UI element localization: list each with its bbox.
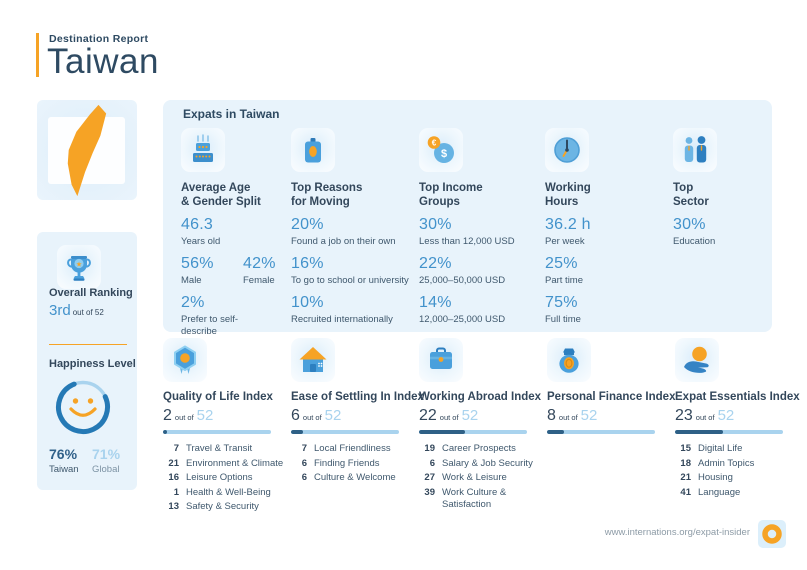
happiness-global-value: 71% bbox=[92, 446, 121, 462]
subitem-rank: 21 bbox=[168, 457, 179, 469]
column-title bbox=[291, 181, 417, 209]
index-subitem bbox=[291, 443, 421, 455]
stat-label: Prefer to self-describe bbox=[181, 314, 239, 337]
subitem-rank: 13 bbox=[168, 501, 179, 512]
index-title: Expat Essentials Index bbox=[675, 391, 800, 403]
stat-value: 75% bbox=[545, 294, 578, 311]
stat-part-time bbox=[545, 255, 671, 287]
subitem-label: Career Prospects bbox=[442, 443, 516, 454]
stat-label: Less than 12,000 USD bbox=[419, 236, 515, 247]
subindex-list bbox=[675, 443, 805, 499]
column-title-line2: & Gender Split bbox=[181, 196, 261, 208]
stat-income-low bbox=[419, 216, 545, 248]
subitem-rank: 6 bbox=[301, 472, 307, 483]
subitem-label: Admin Topics bbox=[698, 457, 755, 469]
stat-full-time bbox=[545, 294, 671, 326]
trophy-tile bbox=[57, 245, 101, 289]
house-icon bbox=[293, 340, 333, 380]
stat-label: Years old bbox=[181, 236, 221, 247]
subindex-list bbox=[419, 443, 549, 511]
index-rank bbox=[419, 407, 549, 426]
cake-tile bbox=[181, 128, 225, 172]
stat-value: 46.3 bbox=[181, 216, 213, 233]
money-bag-icon bbox=[549, 340, 589, 380]
rank-value: 8 bbox=[547, 407, 556, 424]
subitem-label: Travel & Transit bbox=[186, 443, 253, 454]
rank-value: 6 bbox=[291, 407, 300, 424]
stat-label: Part time bbox=[545, 275, 584, 286]
rank-total: 52 bbox=[324, 407, 342, 424]
hand-sun-icon bbox=[677, 340, 717, 380]
stat-income-mid bbox=[419, 255, 545, 287]
index-subitem bbox=[291, 472, 421, 484]
index-subitem bbox=[675, 472, 805, 484]
index-subitem bbox=[419, 472, 549, 484]
subitem-rank: 7 bbox=[301, 443, 307, 454]
briefcase-tile bbox=[419, 338, 463, 382]
rank-value: 22 bbox=[419, 407, 437, 424]
stat-label: Recruited internationally bbox=[291, 314, 393, 325]
ranking-suffix: out of 52 bbox=[72, 308, 104, 317]
subitem-label: Digital Life bbox=[698, 443, 743, 454]
clock-icon bbox=[547, 130, 587, 170]
stat-label: Found a job on their own bbox=[291, 236, 396, 247]
subitem-label: Local Friendliness bbox=[314, 443, 391, 454]
coins-tile bbox=[419, 128, 463, 172]
column-title bbox=[181, 181, 307, 209]
expat-column-income bbox=[419, 128, 545, 326]
index-subitem bbox=[675, 487, 805, 499]
stat-value: 14% bbox=[419, 294, 452, 311]
rank-out-of: out of bbox=[174, 413, 194, 422]
subitem-label: Safety & Security bbox=[186, 501, 259, 512]
index-working-abroad bbox=[419, 338, 549, 513]
rank-value: 23 bbox=[675, 407, 693, 424]
index-subitem bbox=[675, 443, 805, 455]
overall-ranking-value bbox=[49, 302, 104, 319]
expat-column-moving-reasons bbox=[291, 128, 417, 326]
footer-link[interactable]: www.internations.org/expat-insider bbox=[604, 527, 750, 538]
expats-heading: Expats in Taiwan bbox=[183, 107, 280, 121]
ranking-value: 3rd bbox=[49, 302, 71, 319]
stat-education bbox=[673, 216, 799, 248]
rank-progress-bar bbox=[163, 430, 271, 434]
svg-text:★: ★ bbox=[75, 261, 83, 269]
subitem-label: Language bbox=[698, 486, 741, 498]
subitem-label: Culture & Welcome bbox=[314, 472, 396, 483]
stat-income-low2 bbox=[419, 294, 545, 326]
index-title: Working Abroad Index bbox=[419, 391, 542, 403]
stat-label: Female bbox=[243, 275, 275, 286]
orange-divider bbox=[49, 344, 127, 345]
clock-tile bbox=[545, 128, 589, 172]
rank-progress-bar bbox=[419, 430, 527, 434]
column-title-line1: Top bbox=[673, 182, 694, 194]
index-subitem bbox=[163, 458, 293, 470]
stat-label: 12,000–25,000 USD bbox=[419, 314, 506, 325]
index-title: Ease of Settling In Index bbox=[291, 391, 424, 403]
subitem-rank: 6 bbox=[429, 457, 435, 469]
index-subitem bbox=[163, 472, 293, 484]
suitcase-tile bbox=[291, 128, 335, 172]
briefcase-icon bbox=[421, 340, 461, 380]
stat-label: Male bbox=[181, 275, 202, 286]
stat-label: To go to school or university bbox=[291, 275, 409, 286]
rank-out-of: out of bbox=[695, 413, 715, 422]
stat-label: 25,000–50,000 USD bbox=[419, 275, 506, 286]
subitem-rank: 18 bbox=[680, 457, 691, 469]
suitcase-icon bbox=[293, 130, 333, 170]
internations-logo bbox=[758, 520, 786, 548]
money-bag-tile bbox=[547, 338, 591, 382]
index-quality-of-life bbox=[163, 338, 293, 516]
subitem-label: Health & Well-Being bbox=[186, 486, 271, 498]
subitem-label: Leisure Options bbox=[186, 472, 253, 483]
rank-progress-fill bbox=[675, 430, 723, 434]
stat-value: 25% bbox=[545, 255, 578, 272]
index-ease-of-settling bbox=[291, 338, 424, 487]
stat-value: 36.2 h bbox=[545, 216, 591, 233]
index-subitem bbox=[419, 487, 549, 511]
happiness-smiley-gauge bbox=[50, 374, 116, 440]
happiness-title: Happiness Level bbox=[49, 358, 136, 370]
rank-progress-fill bbox=[547, 430, 564, 434]
column-title bbox=[673, 181, 799, 209]
country-map-box bbox=[37, 100, 137, 200]
stat-label: Full time bbox=[545, 314, 581, 325]
index-rank bbox=[675, 407, 805, 426]
index-subitem bbox=[163, 443, 293, 455]
column-title-line2: Sector bbox=[673, 196, 709, 208]
subitem-rank: 6 bbox=[301, 457, 307, 469]
column-title-line1: Top Income bbox=[419, 182, 483, 194]
expat-column-top-sector bbox=[673, 128, 799, 248]
rank-total: 52 bbox=[461, 407, 479, 424]
subitem-rank: 7 bbox=[173, 443, 179, 454]
stat-value: 56% bbox=[181, 255, 214, 272]
trophy-icon bbox=[59, 247, 99, 287]
happiness-taiwan-value: 76% bbox=[49, 446, 78, 462]
subitem-rank: 27 bbox=[424, 472, 435, 483]
index-rank bbox=[291, 407, 421, 426]
column-title bbox=[545, 181, 671, 209]
stat-label: Per week bbox=[545, 236, 585, 247]
stat-value: 22% bbox=[419, 255, 452, 272]
page-title: Taiwan bbox=[47, 42, 159, 81]
rank-out-of: out of bbox=[302, 413, 322, 422]
rank-progress-bar bbox=[675, 430, 783, 434]
subitem-label: Environment & Climate bbox=[186, 457, 284, 469]
index-subitem bbox=[419, 443, 549, 455]
stat-label: Education bbox=[673, 236, 716, 247]
subitem-rank: 41 bbox=[680, 486, 691, 498]
subitem-label: Finding Friends bbox=[314, 457, 380, 469]
stat-value: 10% bbox=[291, 294, 324, 311]
coins-icon bbox=[421, 130, 461, 170]
badge-tile bbox=[163, 338, 207, 382]
subitem-rank: 39 bbox=[424, 486, 435, 498]
stat-recruited bbox=[291, 294, 417, 326]
stat-value: 20% bbox=[291, 216, 324, 233]
stat-value: 30% bbox=[673, 216, 706, 233]
subitem-rank: 15 bbox=[680, 443, 691, 454]
index-subitem bbox=[163, 501, 293, 513]
index-rank bbox=[163, 407, 293, 426]
rank-progress-bar bbox=[291, 430, 399, 434]
rank-out-of: out of bbox=[439, 413, 459, 422]
gender-split-row bbox=[181, 248, 307, 287]
happiness-global-label: Global bbox=[92, 464, 120, 475]
badge-icon bbox=[165, 340, 205, 380]
hand-sun-tile bbox=[675, 338, 719, 382]
people-icon bbox=[675, 130, 715, 170]
rank-total: 52 bbox=[580, 407, 598, 424]
column-title bbox=[419, 181, 545, 209]
accent-bar bbox=[36, 33, 39, 77]
taiwan-map-icon bbox=[59, 103, 113, 199]
stat-value: 16% bbox=[291, 255, 324, 272]
svg-text:€: € bbox=[431, 138, 437, 148]
subitem-label: Salary & Job Security bbox=[442, 457, 533, 469]
column-title-line2: Groups bbox=[419, 196, 460, 208]
subindex-list bbox=[163, 443, 293, 513]
expat-column-working-hours bbox=[545, 128, 671, 326]
column-title-line2: for Moving bbox=[291, 196, 350, 208]
subitem-rank: 16 bbox=[168, 472, 179, 483]
stat-average-age bbox=[181, 216, 307, 248]
index-subitem bbox=[163, 487, 293, 499]
stat-self-describe bbox=[181, 294, 307, 338]
rank-progress-fill bbox=[163, 430, 167, 434]
report-kicker: Destination Report bbox=[49, 33, 149, 45]
index-expat-essentials bbox=[675, 338, 805, 501]
people-tile bbox=[673, 128, 717, 172]
rank-value: 2 bbox=[163, 407, 172, 424]
subitem-label: Work & Leisure bbox=[442, 472, 507, 483]
subitem-rank: 21 bbox=[680, 472, 691, 483]
index-rank bbox=[547, 407, 677, 426]
stat-school bbox=[291, 255, 417, 287]
stat-found-job bbox=[291, 216, 417, 248]
index-title: Personal Finance Index bbox=[547, 391, 676, 403]
column-title-line1: Average Age bbox=[181, 182, 251, 194]
house-tile bbox=[291, 338, 335, 382]
rank-out-of: out of bbox=[558, 413, 578, 422]
index-subitem bbox=[675, 458, 805, 470]
index-personal-finance bbox=[547, 338, 677, 443]
expat-column-age-gender bbox=[181, 128, 307, 338]
stat-value: 30% bbox=[419, 216, 452, 233]
stat-hours-week bbox=[545, 216, 671, 248]
index-title: Quality of Life Index bbox=[163, 391, 273, 403]
rank-progress-fill bbox=[419, 430, 465, 434]
column-title-line1: Top Reasons bbox=[291, 182, 363, 194]
ranking-happiness-box bbox=[37, 232, 137, 490]
subitem-rank: 19 bbox=[424, 443, 435, 454]
birthday-cake-icon bbox=[183, 130, 223, 170]
happiness-taiwan-label: Taiwan bbox=[49, 464, 79, 475]
subitem-label: Work Culture & Satisfaction bbox=[442, 486, 507, 510]
rank-progress-fill bbox=[291, 430, 303, 434]
index-subitem bbox=[419, 458, 549, 470]
subitem-label: Housing bbox=[698, 472, 733, 483]
rank-total: 52 bbox=[196, 407, 214, 424]
subitem-rank: 1 bbox=[173, 486, 179, 498]
column-title-line2: Hours bbox=[545, 196, 579, 208]
rank-progress-bar bbox=[547, 430, 655, 434]
column-title-line1: Working bbox=[545, 182, 591, 194]
index-subitem bbox=[291, 458, 421, 470]
stat-value: 2% bbox=[181, 294, 205, 311]
subindex-list bbox=[291, 443, 421, 484]
ring-logo-icon bbox=[761, 523, 783, 545]
overall-ranking-title: Overall Ranking bbox=[49, 287, 133, 299]
stat-male bbox=[181, 255, 243, 287]
rank-total: 52 bbox=[717, 407, 735, 424]
stat-value: 42% bbox=[243, 255, 276, 272]
svg-text:$: $ bbox=[440, 148, 448, 160]
